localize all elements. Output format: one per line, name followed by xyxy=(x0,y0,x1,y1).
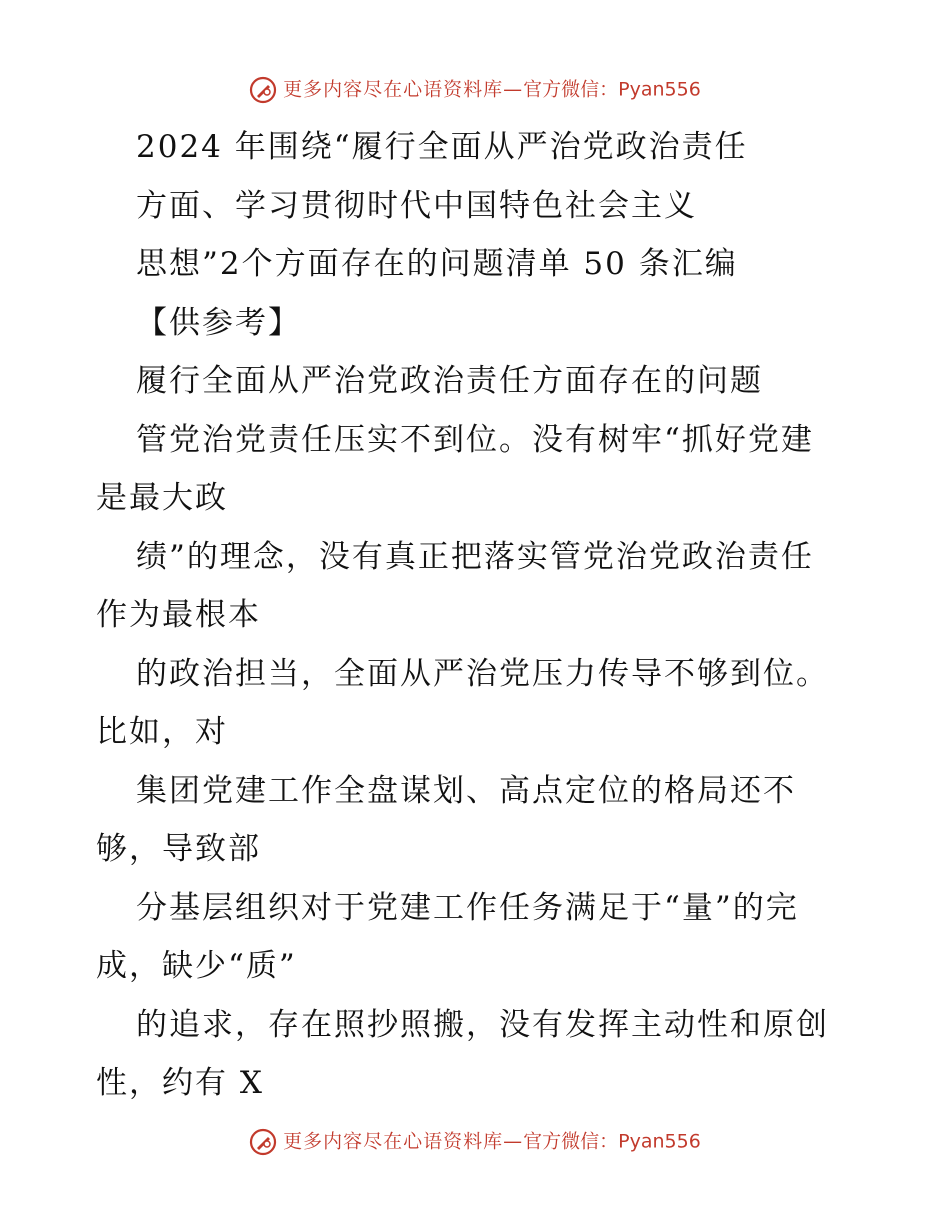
body-line: 成，缺少“质” xyxy=(96,948,297,984)
body-line: 是最大政 xyxy=(96,480,228,516)
section-heading: 履行全面从严治党政治责任方面存在的问题 xyxy=(136,363,763,399)
title-line-4: 【供参考】 xyxy=(136,304,301,341)
title-line-1: 2024 年围绕“履行全面从严治党政治责任 xyxy=(136,129,748,165)
watermark-text: 更多内容尽在心语资料库 xyxy=(283,1130,504,1153)
body-line: 集团党建工作全盘谋划、高点定位的格局还不 xyxy=(136,772,796,809)
title-line-2: 方面、学习贯彻时代中国特色社会主义 xyxy=(136,187,697,224)
body-line: 作为最根本 xyxy=(96,597,261,633)
document-body xyxy=(96,118,876,1113)
body-line: 够，导致部 xyxy=(96,831,261,867)
body-line: 分基层组织对于党建工作任务满足于“量”的完 xyxy=(136,889,799,926)
watermark-separator: — xyxy=(503,1130,524,1153)
body-line: 管党治党责任压实不到位。没有树牢“抓好党建 xyxy=(136,421,814,458)
title-line-3: 思想”2个方面存在的问题清单 50 条汇编 xyxy=(136,246,738,282)
body-line: 绩”的理念，没有真正把落实管党治党政治责任 xyxy=(136,538,814,575)
watermark-contact: 官方微信：Pyan556 xyxy=(523,78,701,101)
watermark-contact: 官方微信：Pyan556 xyxy=(523,1130,701,1153)
watermark-text: 更多内容尽在心语资料库 xyxy=(283,78,504,101)
body-line: 的政治担当，全面从严治党压力传导不够到位。 xyxy=(136,655,829,692)
pen-logo-icon xyxy=(249,76,277,104)
body-line: 性，约有 X xyxy=(96,1065,264,1101)
footer-watermark xyxy=(0,1126,950,1157)
header-watermark xyxy=(0,74,950,105)
body-line: 比如，对 xyxy=(96,714,228,750)
watermark-separator: — xyxy=(503,78,524,101)
body-line: 的追求，存在照抄照搬，没有发挥主动性和原创 xyxy=(136,1006,829,1043)
pen-logo-icon xyxy=(249,1128,277,1156)
